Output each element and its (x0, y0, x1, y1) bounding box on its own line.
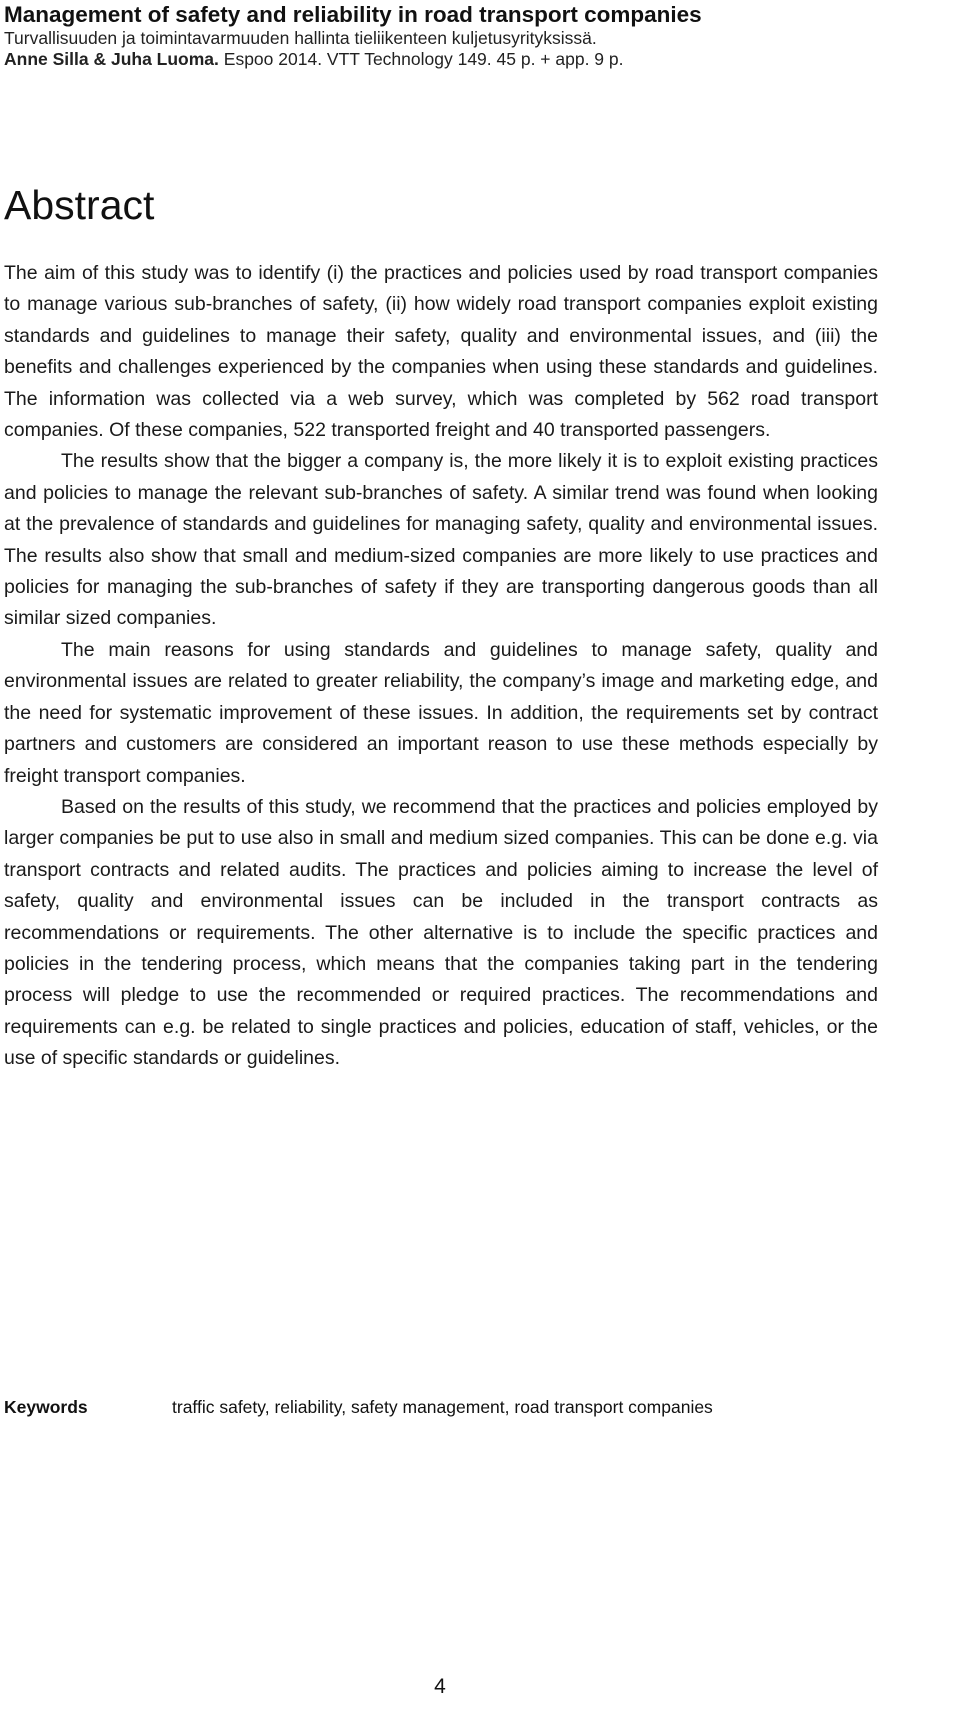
abstract-paragraph: Based on the results of this study, we recommend that the practices and policies employed by larger companies be put to use also in small and medium sized companies. This can be done e.g. via transport contracts and related audits. The practices and policies aiming to increase the level of safety, quality and environmental issues can be included in the transport contracts as recommendations or requirements. The other alternative is to include the specific practices and policies in the tendering process, which means that the companies taking part in the tendering process will pledge to use the recommended or required practices. The recommendations and requirements can e.g. be related to single practices and policies, education of staff, vehicles, or the use of specific standards or guidelines. (4, 795, 878, 1070)
abstract-paragraph: The aim of this study was to identify (i) the practices and policies used by road transport companies to manage various sub-branches of safety, (ii) how widely road transport companies exploit existing standards and guidelines to manage their safety, quality and environmental issues, and (iii) the benefits and challenges experienced by the companies when using these standards and guidelines. The information was collected via a web survey, which was completed by 562 road transport companies. Of these companies, 522 transported freight and 40 transported passengers. (4, 262, 878, 442)
finnish-title: Turvallisuuden ja toimintavarmuuden hallinta tieliikenteen kuljetusyrityksissä. (4, 28, 597, 48)
document-title: Management of safety and reliability in road transport companies (4, 2, 702, 27)
abstract-paragraph: The main reasons for using standards and guidelines to manage safety, quality and environmental issues are related to greater reliability, the company’s image and marketing edge, and the need for systematic improvement of these issues. In addition, the requirements set by contract partners and customers are considered an important reason to use these methods especially by freight transport companies. (4, 638, 878, 787)
bibliographic-info (4, 28, 954, 70)
keywords-list: traffic safety, reliability, safety management, road transport companies (172, 1397, 713, 1417)
publication-info: Espoo 2014. VTT Technology 149. 45 p. + app. 9 p. (223, 49, 624, 69)
abstract-heading: Abstract (4, 182, 155, 228)
authors: Anne Silla & Juha Luoma. (4, 49, 219, 69)
keywords-label: Keywords (4, 1397, 88, 1417)
page-number: 4 (434, 1675, 446, 1698)
abstract-body (4, 258, 878, 1075)
citation-line (4, 49, 954, 70)
abstract-paragraph: The results show that the bigger a company is, the more likely it is to exploit existing practices and policies to manage the relevant sub-branches of safety. A similar trend was found when looking at the prevalence of standards and guidelines for managing safety, quality and environmental issues. The results also show that small and medium-sized companies are more likely to use practices and policies for managing the sub-branches of safety if they are transporting dangerous goods than all similar sized companies. (4, 450, 878, 630)
